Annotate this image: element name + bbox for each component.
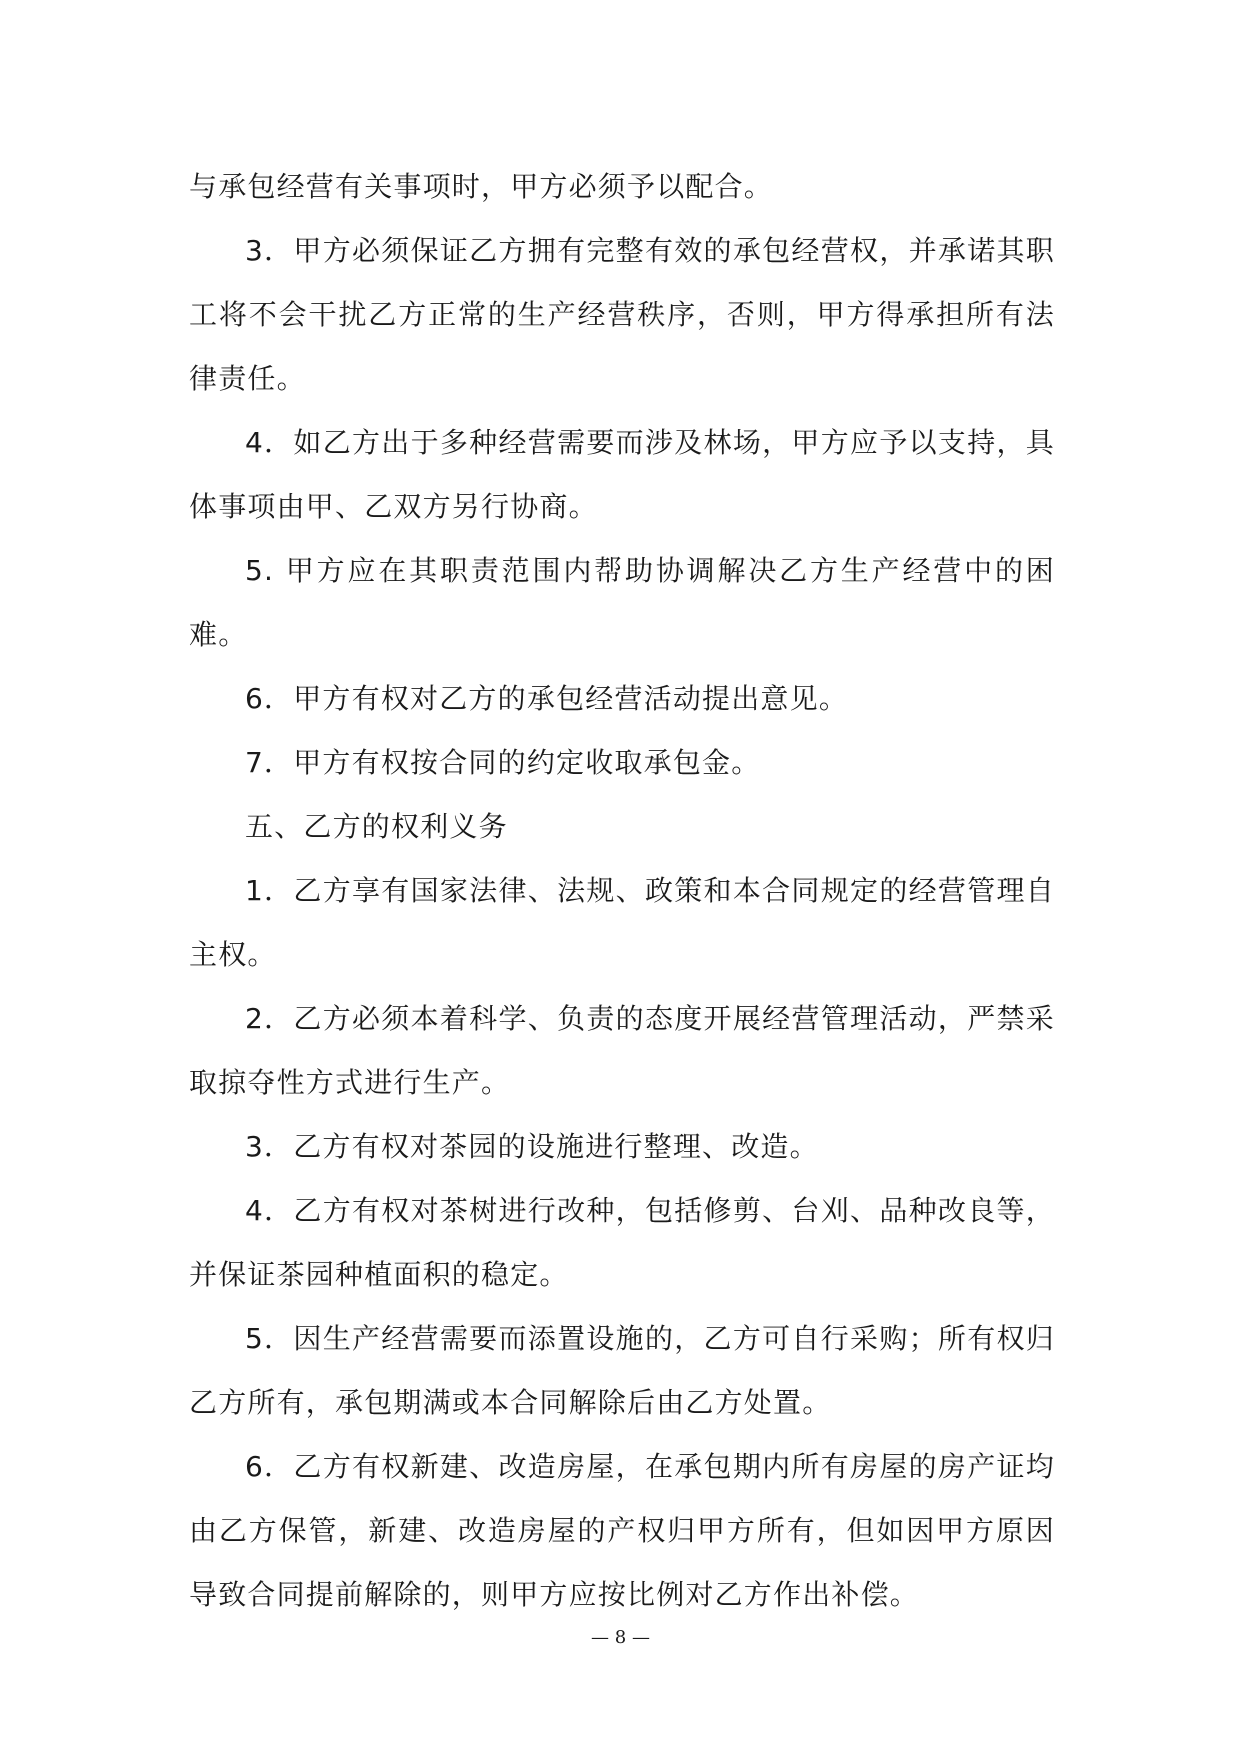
paragraph-b-clause-2: 2．乙方必须本着科学、负责的态度开展经营管理活动，严禁采取掠夺性方式进行生产。 (189, 1002, 1055, 1099)
paragraph-clause-6: 6．甲方有权对乙方的承包经营活动提出意见。 (245, 682, 849, 715)
paragraph-clause-3: 3．甲方必须保证乙方拥有完整有效的承包经营权，并承诺其职工将不会干扰乙方正常的生产经营秩序，否则，甲方得承担所有法律责任。 (189, 234, 1055, 395)
paragraph-clause-4: 4．如乙方出于多种经营需要而涉及林场，甲方应予以支持，具体事项由甲、乙双方另行协商。 (189, 426, 1055, 523)
paragraph-clause-5: 5. 甲方应在其职责范围内帮助协调解决乙方生产经营中的困难。 (189, 554, 1055, 651)
page-number: — 8 — (591, 1627, 650, 1648)
paragraph-b-clause-5: 5．因生产经营需要而添置设施的，乙方可自行采购；所有权归乙方所有，承包期满或本合同解除后由乙方处置。 (189, 1322, 1055, 1419)
paragraph-continuation: 与承包经营有关事项时，甲方必须予以配合。 (189, 170, 774, 203)
paragraph-b-clause-6: 6．乙方有权新建、改造房屋，在承包期内所有房屋的房产证均由乙方保管，新建、改造房屋的产权归甲方所有，但如因甲方原因导致合同提前解除的，则甲方应按比例对乙方作出补偿。 (189, 1450, 1055, 1611)
document-body (189, 155, 1055, 1627)
paragraph-b-clause-4: 4．乙方有权对茶树进行改种，包括修剪、台刈、品种改良等，并保证茶园种植面积的稳定。 (189, 1194, 1055, 1291)
section-heading: 五、乙方的权利义务 (245, 810, 508, 843)
paragraph-clause-7: 7．甲方有权按合同的约定收取承包金。 (245, 746, 761, 779)
paragraph-b-clause-3: 3．乙方有权对茶园的设施进行整理、改造。 (245, 1130, 819, 1163)
paragraph-b-clause-1: 1．乙方享有国家法律、法规、政策和本合同规定的经营管理自主权。 (189, 874, 1055, 971)
